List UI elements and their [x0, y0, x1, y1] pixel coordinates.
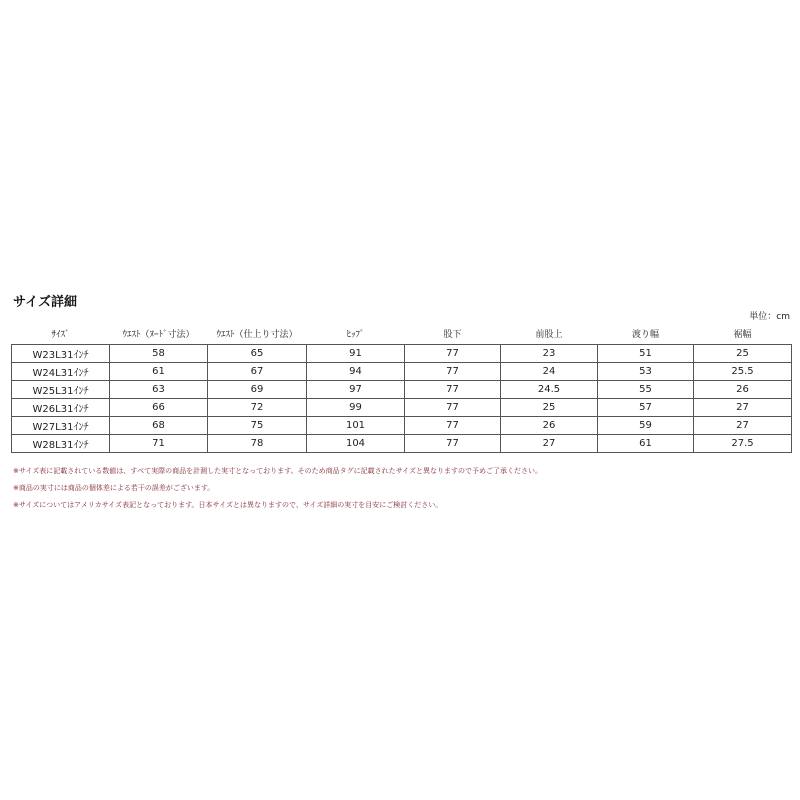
- cell-front-rise: 24.5: [501, 381, 598, 399]
- cell-hip: 104: [307, 435, 405, 453]
- size-table: [11, 322, 792, 453]
- header-thigh-width: 渡り幅: [631, 329, 659, 340]
- cell-thigh-width: 59: [598, 417, 694, 435]
- cell-size: W25L31ｲﾝﾁ: [12, 381, 110, 399]
- cell-inseam: 77: [405, 435, 501, 453]
- cell-waist-nude: 63: [110, 381, 208, 399]
- cell-thigh-width: 55: [598, 381, 694, 399]
- header-hip: ﾋｯﾌﾟ: [346, 329, 365, 340]
- cell-hem-width: 27: [694, 417, 792, 435]
- note-measurement: ※サイズ表に記載されている数値は、すべて実際の商品を計測した実寸となっております。そのため商品タグに記載されたサイズと異なりますので予めご了承ください。: [13, 467, 543, 475]
- header-row: [12, 322, 792, 345]
- cell-waist-nude: 61: [110, 363, 208, 381]
- header-waist-finished: ｳｴｽﾄ（仕上り寸法）: [216, 329, 298, 340]
- cell-thigh-width: 61: [598, 435, 694, 453]
- header-inseam: 股下: [443, 329, 462, 340]
- table-body: [12, 345, 792, 453]
- cell-hem-width: 27.5: [694, 435, 792, 453]
- cell-front-rise: 27: [501, 435, 598, 453]
- table-row: [12, 381, 792, 399]
- cell-hem-width: 26: [694, 381, 792, 399]
- cell-waist-nude: 58: [110, 345, 208, 363]
- header-size: ｻｲｽﾞ: [51, 329, 70, 340]
- cell-size: W28L31ｲﾝﾁ: [12, 435, 110, 453]
- header-hem-width: 裾幅: [733, 329, 752, 340]
- cell-front-rise: 26: [501, 417, 598, 435]
- cell-hip: 94: [307, 363, 405, 381]
- note-variance: ※商品の実寸には商品の個体差による若干の誤差がございます。: [13, 484, 215, 492]
- cell-front-rise: 23: [501, 345, 598, 363]
- cell-waist-nude: 71: [110, 435, 208, 453]
- cell-hip: 97: [307, 381, 405, 399]
- cell-hem-width: 25.5: [694, 363, 792, 381]
- notes: [13, 463, 788, 514]
- cell-waist-finished: 65: [208, 345, 307, 363]
- size-detail-title: サイズ詳細: [13, 295, 77, 310]
- cell-hip: 101: [307, 417, 405, 435]
- cell-hem-width: 27: [694, 399, 792, 417]
- table-row: [12, 435, 792, 453]
- table-row: [12, 345, 792, 363]
- cell-thigh-width: 51: [598, 345, 694, 363]
- cell-thigh-width: 57: [598, 399, 694, 417]
- table-row: [12, 399, 792, 417]
- cell-inseam: 77: [405, 417, 501, 435]
- cell-inseam: 77: [405, 345, 501, 363]
- cell-waist-finished: 67: [208, 363, 307, 381]
- cell-front-rise: 25: [501, 399, 598, 417]
- cell-waist-finished: 75: [208, 417, 307, 435]
- cell-hem-width: 25: [694, 345, 792, 363]
- cell-waist-nude: 66: [110, 399, 208, 417]
- unit-label: 単位：cm: [749, 312, 790, 322]
- header-front-rise: 前股上: [535, 329, 563, 340]
- header-waist-nude: ｳｴｽﾄ（ﾇｰﾄﾞ寸法）: [122, 329, 195, 340]
- table-header: [12, 322, 792, 345]
- cell-waist-nude: 68: [110, 417, 208, 435]
- cell-size: W23L31ｲﾝﾁ: [12, 345, 110, 363]
- table-row: [12, 363, 792, 381]
- cell-waist-finished: 78: [208, 435, 307, 453]
- cell-size: W27L31ｲﾝﾁ: [12, 417, 110, 435]
- table-row: [12, 417, 792, 435]
- cell-inseam: 77: [405, 363, 501, 381]
- cell-waist-finished: 72: [208, 399, 307, 417]
- cell-waist-finished: 69: [208, 381, 307, 399]
- cell-size: W26L31ｲﾝﾁ: [12, 399, 110, 417]
- cell-size: W24L31ｲﾝﾁ: [12, 363, 110, 381]
- cell-inseam: 77: [405, 399, 501, 417]
- note-us-sizing: ※サイズについてはアメリカサイズ表記となっております。日本サイズとは異なりますので、サイズ詳細の実寸を目安にご検討ください。: [13, 501, 443, 509]
- cell-inseam: 77: [405, 381, 501, 399]
- cell-hip: 99: [307, 399, 405, 417]
- cell-thigh-width: 53: [598, 363, 694, 381]
- cell-front-rise: 24: [501, 363, 598, 381]
- cell-hip: 91: [307, 345, 405, 363]
